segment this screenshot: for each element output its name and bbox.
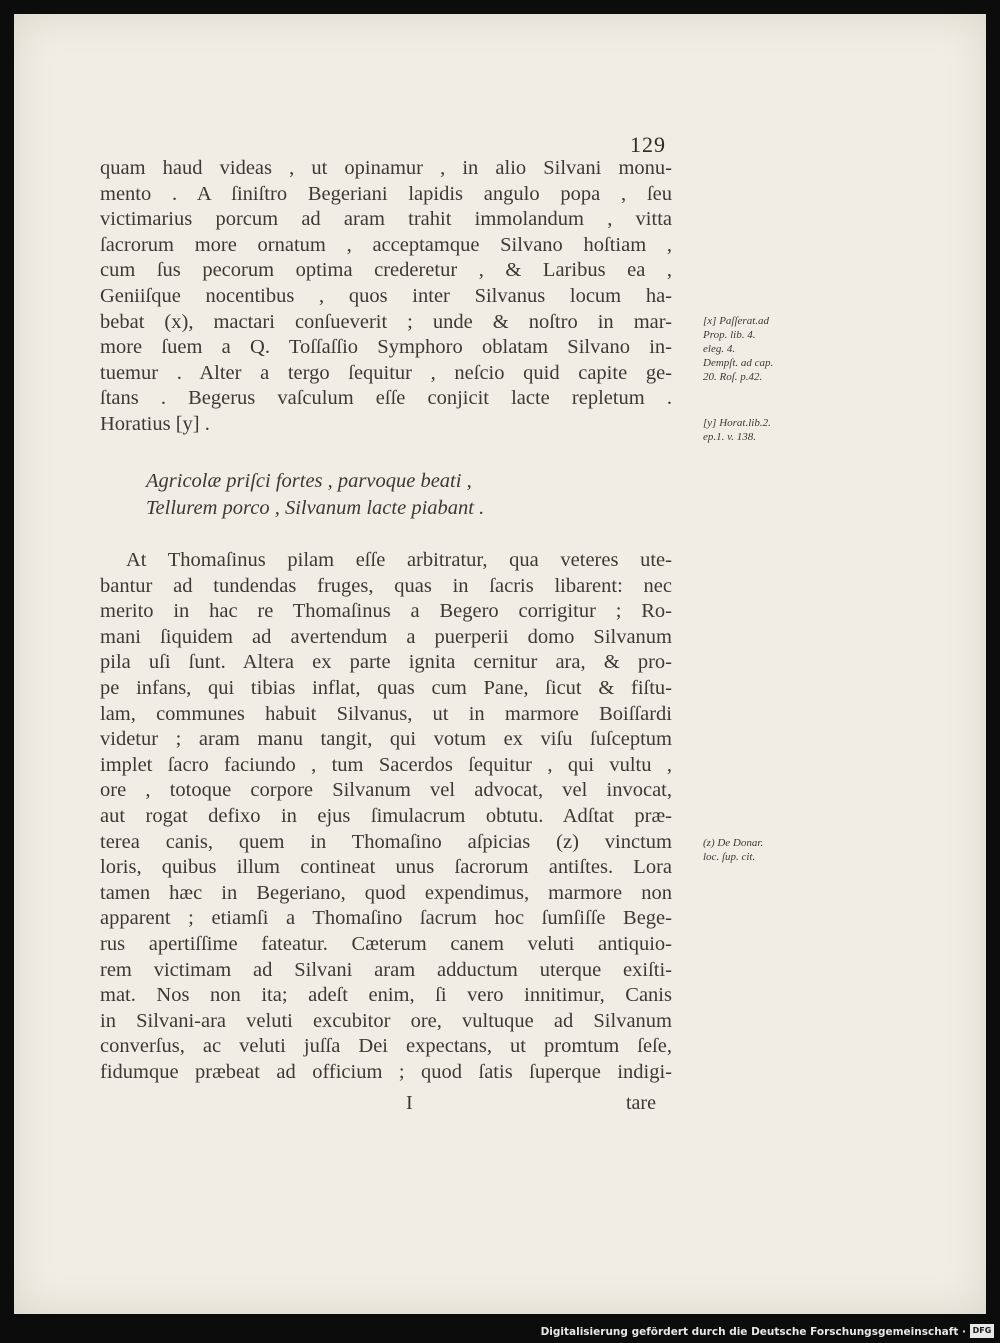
text-line: converſus, ac veluti juſſa Dei expectans, ut promtum ſeſe, xyxy=(100,1035,672,1058)
text-line: apparent ; etiamſi a Thomaſino ſacrum hoc ſumſiſſe Bege- xyxy=(100,907,672,930)
text-line: bebat (x), mactari conſueverit ; unde & noſtro in mar- xyxy=(100,310,672,333)
dfg-logo: DFG xyxy=(970,1324,994,1338)
text-line: At Thomaſinus pilam eſſe arbitratur, qua veteres ute- xyxy=(126,549,672,571)
text-line: pe infans, qui tibias inflat, quas cum Pane, ſicut & fiſtu- xyxy=(100,676,672,699)
note-line: [x] Paſſerat.ad xyxy=(703,315,769,327)
text-line: rus apertiſſime fateatur. Cæterum canem veluti antiquio- xyxy=(100,932,672,955)
text-line: loris, quibus illum contineat unus ſacrorum antiſtes. Lora xyxy=(100,856,672,879)
marginal-note-y xyxy=(703,416,811,444)
footer-bar xyxy=(0,1315,1000,1343)
note-line: ep.1. v. 138. xyxy=(703,431,756,443)
text-line: mani ſiquidem ad avertendum a puerperii domo Silvanum xyxy=(100,625,672,648)
text-line: ſacrorum more ornatum , acceptamque Silvano hoſtiam , xyxy=(100,233,672,256)
book-page xyxy=(14,14,986,1314)
text-line: tuemur . Alter a tergo ſequitur , neſcio quid capite ge- xyxy=(100,361,672,384)
text-line: fidumque præbeat ad officium ; quod ſatis ſuperque indigi- xyxy=(100,1060,672,1083)
text-line: rem victimam ad Silvani aram adductum uterque exiſti- xyxy=(100,958,672,981)
note-line: (z) De Donar. xyxy=(703,837,764,849)
text-line: bantur ad tundendas fruges, quas in ſacris libarent: nec xyxy=(100,574,672,597)
page-number: 129 xyxy=(630,132,666,157)
text-line: Geniiſque nocentibus , quos inter Silvanus locum ha- xyxy=(100,284,672,307)
marginal-note-x xyxy=(703,314,811,384)
verse-line: Tellurem porco , Silvanum lacte piabant . xyxy=(146,497,485,519)
text-line: mat. Nos non ita; adeſt enim, ſi vero innitimur, Canis xyxy=(100,984,672,1007)
text-line: Horatius [y] . xyxy=(100,412,210,435)
note-line: [y] Horat.lib.2. xyxy=(703,417,771,429)
text-line: implet ſacro faciundo , tum Sacerdos ſequitur , qui vultu , xyxy=(100,753,672,776)
text-line: victimarius porcum ad aram trahit immolandum , vitta xyxy=(100,208,672,231)
text-line: pila uſi ſunt. Altera ex parte ignita cernitur ara, & pro- xyxy=(100,651,672,674)
note-line: eleg. 4. xyxy=(703,343,736,355)
paragraph-1 xyxy=(100,156,672,438)
text-line: ſtans . Begerus vaſculum eſſe conjicit lacte repletum . xyxy=(100,387,672,410)
verse-quotation xyxy=(146,468,484,522)
text-line: quam haud videas , ut opinamur , in alio Silvani monu- xyxy=(100,157,672,179)
text-line: videtur ; aram manu tangit, qui votum ex viſu ſuſceptum xyxy=(100,728,672,751)
text-line: cum ſus pecorum optima crederetur , & Laribus ea , xyxy=(100,259,672,282)
catchword: tare xyxy=(626,1092,656,1114)
text-line: aut rogat defixo in ejus ſimulacrum obtutu. Adſtat præ- xyxy=(100,804,672,827)
funding-credit: Digitalisierung gefördert durch die Deutsche Forschungsgemeinschaft · xyxy=(540,1326,966,1338)
note-line: loc. ſup. cit. xyxy=(703,851,756,863)
text-line: merito in hac re Thomaſinus a Begero corrigitur ; Ro- xyxy=(100,600,672,623)
text-line: tamen hæc in Begeriano, quod expendimus, marmore non xyxy=(100,881,672,904)
text-line: mento . A ſiniſtro Begeriani lapidis angulo popa , ſeu xyxy=(100,182,672,205)
verse-line: Agricolæ priſci fortes , parvoque beati , xyxy=(146,470,472,492)
text-line: more ſuem a Q. Toſſaſſio Symphoro oblatam Silvano in- xyxy=(100,336,672,359)
note-line: 20. Roſ. p.42. xyxy=(703,371,763,383)
note-line: Dempſt. ad cap. xyxy=(703,357,774,369)
signature-mark: I xyxy=(406,1092,413,1114)
marginal-note-z xyxy=(703,836,811,864)
text-line: in Silvani-ara veluti excubitor ore, vultuque ad Silvanum xyxy=(100,1009,672,1032)
note-line: Prop. lib. 4. xyxy=(703,329,756,341)
paragraph-2 xyxy=(100,548,672,1085)
text-line: lam, communes habuit Silvanus, ut in marmore Boiſſardi xyxy=(100,702,672,725)
text-line: ore , totoque corpore Silvanum vel advocat, vel invocat, xyxy=(100,779,672,802)
text-line: terea canis, quem in Thomaſino aſpicias (z) vinctum xyxy=(100,830,672,853)
